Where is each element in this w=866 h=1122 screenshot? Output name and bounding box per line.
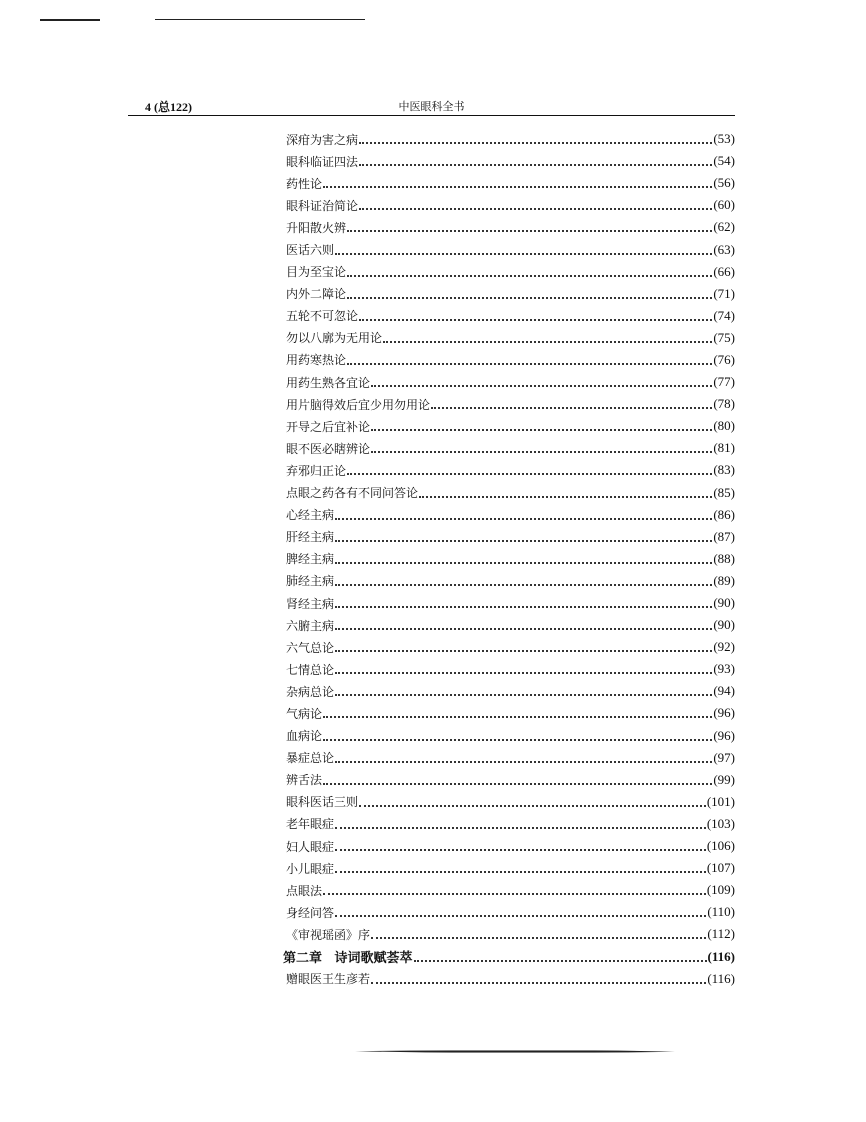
toc-entry-title: 点眼法 bbox=[286, 883, 323, 898]
toc-entry bbox=[286, 482, 735, 504]
leader-dots bbox=[323, 172, 712, 188]
toc-entry bbox=[286, 570, 735, 592]
leader-dots bbox=[359, 128, 712, 144]
toc-entry-title: 《审视瑶函》序 bbox=[286, 927, 371, 942]
toc-entry-page: (74) bbox=[713, 307, 735, 323]
leader-dots bbox=[383, 327, 712, 343]
toc-entry-title: 身经问答 bbox=[286, 905, 335, 920]
toc-entry-page: (112) bbox=[707, 926, 735, 942]
toc-entry-title: 肝经主病 bbox=[286, 530, 335, 545]
toc-entry-page: (107) bbox=[706, 860, 735, 876]
toc-entry bbox=[286, 393, 735, 415]
toc-entry-page: (88) bbox=[713, 550, 735, 566]
toc-entry-page: (80) bbox=[713, 418, 735, 434]
toc-entry-page: (92) bbox=[713, 639, 735, 655]
toc-entry bbox=[286, 459, 735, 481]
leader-dots bbox=[323, 879, 706, 895]
toc-entry bbox=[286, 835, 735, 857]
toc-entry-page: (60) bbox=[713, 197, 735, 213]
toc-entry-page: (77) bbox=[713, 374, 735, 390]
toc-entry-page: (63) bbox=[713, 241, 735, 257]
toc-entry-title: 气病论 bbox=[286, 706, 323, 721]
toc-entry bbox=[286, 194, 735, 216]
toc-entry bbox=[286, 791, 735, 813]
toc-entry-page: (94) bbox=[713, 683, 735, 699]
scan-artifact bbox=[40, 19, 100, 21]
leader-dots bbox=[335, 548, 712, 564]
toc-entry-page: (116) bbox=[707, 948, 735, 964]
toc-chapter bbox=[283, 945, 735, 967]
leader-dots bbox=[359, 150, 712, 166]
leader-dots bbox=[335, 835, 706, 851]
leader-dots bbox=[335, 680, 712, 696]
toc-entry-title: 用片脑得效后宜少用勿用论 bbox=[286, 397, 431, 412]
toc-entry bbox=[286, 614, 735, 636]
toc-entry bbox=[286, 349, 735, 371]
toc-entry bbox=[286, 526, 735, 548]
toc-entry-page: (97) bbox=[713, 749, 735, 765]
toc-entry-page: (103) bbox=[706, 815, 735, 831]
leader-dots bbox=[371, 968, 706, 984]
toc-entry bbox=[286, 747, 735, 769]
toc-entry-title: 六腑主病 bbox=[286, 618, 335, 633]
toc-entry-page: (90) bbox=[713, 617, 735, 633]
toc-entry-page: (56) bbox=[713, 175, 735, 191]
toc-entry bbox=[286, 305, 735, 327]
toc-entry bbox=[286, 128, 735, 150]
leader-dots bbox=[431, 393, 712, 409]
toc-entry bbox=[286, 702, 735, 724]
table-of-contents bbox=[283, 128, 735, 990]
toc-entry-title: 开导之后宜补论 bbox=[286, 419, 371, 434]
leader-dots bbox=[335, 592, 712, 608]
leader-dots bbox=[335, 747, 712, 763]
toc-entry-page: (71) bbox=[713, 285, 735, 301]
toc-entry-title: 升阳散火辨 bbox=[286, 220, 347, 235]
toc-entry-title: 七情总论 bbox=[286, 662, 335, 677]
leader-dots bbox=[371, 371, 712, 387]
toc-entry bbox=[286, 150, 735, 172]
toc-entry-page: (109) bbox=[706, 882, 735, 898]
toc-entry-title: 赠眼医王生彦若 bbox=[286, 972, 371, 987]
toc-entry bbox=[286, 769, 735, 791]
leader-dots bbox=[371, 437, 712, 453]
toc-entry-title: 杂病总论 bbox=[286, 684, 335, 699]
toc-entry-title: 脾经主病 bbox=[286, 552, 335, 567]
toc-entry bbox=[286, 172, 735, 194]
toc-entry-title: 目为至宝论 bbox=[286, 265, 347, 280]
leader-dots bbox=[371, 923, 706, 939]
leader-dots bbox=[335, 857, 706, 873]
toc-entry bbox=[286, 283, 735, 305]
toc-entry-page: (86) bbox=[713, 506, 735, 522]
leader-dots bbox=[347, 216, 712, 232]
leader-dots bbox=[335, 526, 712, 542]
leader-dots bbox=[335, 901, 706, 917]
toc-entry bbox=[286, 968, 735, 990]
toc-entry-page: (90) bbox=[713, 595, 735, 611]
toc-entry-title: 心经主病 bbox=[286, 508, 335, 523]
leader-dots bbox=[347, 349, 712, 365]
toc-entry-page: (87) bbox=[713, 528, 735, 544]
toc-entry-title: 深疳为害之病 bbox=[286, 132, 359, 147]
scan-artifact bbox=[155, 19, 365, 20]
toc-entry-page: (99) bbox=[713, 771, 735, 787]
leader-dots bbox=[335, 570, 712, 586]
toc-entry-page: (101) bbox=[706, 793, 735, 809]
toc-entry bbox=[286, 415, 735, 437]
leader-dots bbox=[335, 658, 712, 674]
toc-entry bbox=[286, 725, 735, 747]
toc-entry-title: 肺经主病 bbox=[286, 574, 335, 589]
toc-entry-page: (96) bbox=[713, 705, 735, 721]
toc-entry-page: (53) bbox=[713, 131, 735, 147]
toc-entry-title: 五轮不可忽论 bbox=[286, 309, 359, 324]
toc-entry bbox=[286, 437, 735, 459]
toc-entry-title: 眼科临证四法 bbox=[286, 154, 359, 169]
toc-entry-page: (116) bbox=[707, 970, 735, 986]
toc-entry-title: 第二章 诗词歌赋荟萃 bbox=[283, 951, 413, 967]
toc-entry-page: (62) bbox=[713, 219, 735, 235]
toc-entry-title: 用药寒热论 bbox=[286, 353, 347, 368]
toc-entry bbox=[286, 548, 735, 570]
toc-entry-title: 医话六则 bbox=[286, 243, 335, 258]
toc-entry bbox=[286, 592, 735, 614]
toc-entry-page: (110) bbox=[707, 904, 735, 920]
toc-entry bbox=[286, 879, 735, 901]
toc-entry-page: (83) bbox=[713, 462, 735, 478]
toc-entry-page: (81) bbox=[713, 440, 735, 456]
leader-dots bbox=[323, 725, 712, 741]
toc-entry bbox=[286, 371, 735, 393]
leader-dots bbox=[335, 813, 706, 829]
toc-entry-page: (85) bbox=[713, 484, 735, 500]
leader-dots bbox=[347, 459, 712, 475]
leader-dots bbox=[335, 636, 712, 652]
book-title: 中医眼科全书 bbox=[398, 100, 465, 113]
running-header bbox=[128, 98, 735, 116]
leader-dots bbox=[359, 791, 706, 807]
leader-dots bbox=[335, 504, 712, 520]
toc-entry bbox=[286, 636, 735, 658]
toc-entry-title: 点眼之药各有不同问答论 bbox=[286, 486, 419, 501]
toc-entry-page: (76) bbox=[713, 351, 735, 367]
leader-dots bbox=[359, 194, 712, 210]
toc-entry-page: (106) bbox=[706, 838, 735, 854]
toc-entry-page: (93) bbox=[713, 661, 735, 677]
toc-entry-page: (75) bbox=[713, 329, 735, 345]
toc-entry-title: 老年眼症 bbox=[286, 817, 335, 832]
leader-dots bbox=[419, 482, 712, 498]
toc-entry bbox=[286, 216, 735, 238]
leader-dots bbox=[414, 946, 707, 962]
toc-entry-title: 六气总论 bbox=[286, 640, 335, 655]
toc-entry-page: (89) bbox=[713, 572, 735, 588]
toc-entry bbox=[286, 857, 735, 879]
toc-entry-title: 血病论 bbox=[286, 729, 323, 744]
toc-entry bbox=[286, 923, 735, 945]
toc-entry-title: 药性论 bbox=[286, 176, 323, 191]
toc-entry-title: 弃邪归正论 bbox=[286, 463, 347, 478]
leader-dots bbox=[323, 702, 712, 718]
toc-entry-title: 眼不医必瞎辨论 bbox=[286, 441, 371, 456]
leader-dots bbox=[335, 614, 712, 630]
toc-entry-page: (78) bbox=[713, 396, 735, 412]
toc-entry bbox=[286, 238, 735, 260]
toc-entry-title: 用药生熟各宜论 bbox=[286, 375, 371, 390]
toc-entry-title: 内外二障论 bbox=[286, 287, 347, 302]
leader-dots bbox=[347, 261, 712, 277]
leader-dots bbox=[359, 305, 712, 321]
toc-entry bbox=[286, 658, 735, 680]
toc-entry bbox=[286, 327, 735, 349]
toc-entry bbox=[286, 680, 735, 702]
toc-entry-title: 勿以八廓为无用论 bbox=[286, 331, 383, 346]
footer-rule bbox=[355, 1050, 675, 1053]
toc-entry-title: 暴症总论 bbox=[286, 751, 335, 766]
toc-entry-title: 眼科医话三则 bbox=[286, 795, 359, 810]
leader-dots bbox=[347, 283, 712, 299]
toc-entry bbox=[286, 504, 735, 526]
toc-entry-page: (54) bbox=[713, 153, 735, 169]
toc-entry-title: 小儿眼症 bbox=[286, 861, 335, 876]
toc-entry bbox=[286, 813, 735, 835]
toc-entry-page: (96) bbox=[713, 727, 735, 743]
toc-entry-title: 妇人眼症 bbox=[286, 839, 335, 854]
toc-entry-title: 眼科证治简论 bbox=[286, 198, 359, 213]
leader-dots bbox=[323, 769, 712, 785]
toc-entry-title: 辨舌法 bbox=[286, 773, 323, 788]
toc-entry bbox=[286, 261, 735, 283]
toc-entry bbox=[286, 901, 735, 923]
leader-dots bbox=[371, 415, 712, 431]
page-number: 4 (总122) bbox=[145, 100, 192, 114]
toc-entry-title: 肾经主病 bbox=[286, 596, 335, 611]
toc-entry-page: (66) bbox=[713, 263, 735, 279]
leader-dots bbox=[335, 239, 712, 255]
